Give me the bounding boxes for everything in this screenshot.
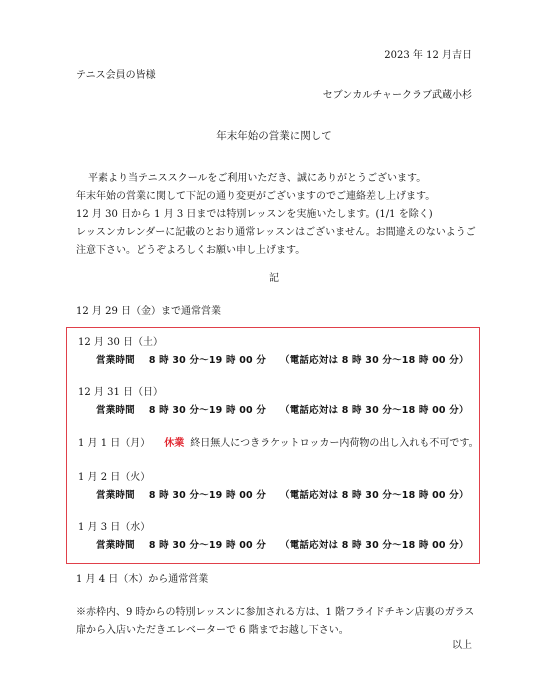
note-paragraph: [76, 604, 474, 640]
hours-value: 8 時 30 分～19 時 00 分: [148, 405, 267, 416]
body-line: 注意下さい。どうぞよろしくお願い申し上げます。: [76, 245, 306, 256]
phone-hours: （電話応対は 8 時 30 分～18 時 00 分）: [280, 490, 469, 501]
schedule-day: 12 月 30 日（土）: [78, 337, 163, 348]
hours-label: 営業時間: [96, 405, 135, 416]
recipient: テニス会員の皆様: [76, 70, 156, 81]
schedule-closed-row: [78, 438, 479, 450]
schedule-day: 1 月 1 日（月）: [78, 438, 151, 449]
body-line: 平素より当テニススクールをご利用いただき、誠にありがとうございます。: [88, 173, 427, 184]
document-date: 2023 年 12 月吉日: [384, 50, 472, 61]
schedule-hours: [96, 540, 469, 551]
closing-mark: 以上: [452, 640, 472, 651]
phone-hours: （電話応対は 8 時 30 分～18 時 00 分）: [280, 405, 469, 416]
schedule-hours: [96, 405, 469, 416]
ki-heading: 記: [269, 273, 279, 284]
schedule-day: 12 月 31 日（日）: [78, 387, 163, 398]
pre-schedule-line: 12 月 29 日（金）まで通常営業: [76, 306, 221, 317]
post-schedule-line: 1 月 4 日（木）から通常営業: [76, 574, 209, 585]
hours-label: 営業時間: [96, 540, 135, 551]
hours-value: 8 時 30 分～19 時 00 分: [148, 540, 267, 551]
schedule-hours: [96, 355, 469, 366]
note-line: ※赤枠内、9 時からの特別レッスンに参加される方は、1 階フライドチキン店裏のガラス: [76, 607, 475, 618]
phone-hours: （電話応対は 8 時 30 分～18 時 00 分）: [280, 540, 469, 551]
phone-hours: （電話応対は 8 時 30 分～18 時 00 分）: [280, 355, 469, 366]
schedule-day: 1 月 3 日（水）: [78, 522, 151, 533]
hours-label: 営業時間: [96, 490, 135, 501]
hours-value: 8 時 30 分～19 時 00 分: [148, 355, 267, 366]
hours-label: 営業時間: [96, 355, 135, 366]
schedule-hours: [96, 490, 469, 501]
hours-value: 8 時 30 分～19 時 00 分: [148, 490, 267, 501]
note-line: 扉から入店いただきエレベーターで 6 階までお越し下さい。: [76, 625, 349, 636]
document-title: 年末年始の営業に関して: [216, 130, 332, 142]
body-line: レッスンカレンダーに記載のとおり通常レッスンはございません。お間違えのないようご: [76, 227, 476, 238]
sender: セブンカルチャークラブ武蔵小杉: [322, 90, 472, 101]
body-line: 年末年始の営業に関して下記の通り変更がございますのでご連絡差し上げます。: [76, 191, 436, 202]
body-line: 12 月 30 日から 1 月 3 日までは特別レッスンを実施いたします。(1/1 を除く): [76, 209, 433, 220]
closed-note: 終日無人につきラケットロッカー内荷物の出し入れも不可です。: [190, 438, 479, 449]
body-paragraph: [76, 170, 476, 260]
schedule-day: 1 月 2 日（火）: [78, 472, 151, 483]
closed-label: 休業: [164, 438, 185, 449]
